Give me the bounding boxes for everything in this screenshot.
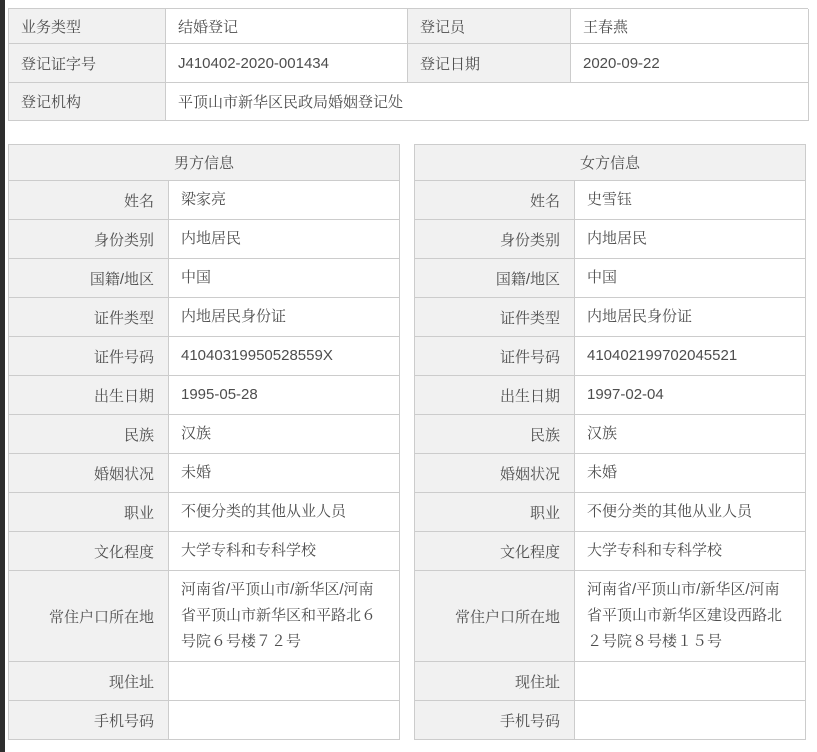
occupation-label: 职业 <box>415 493 575 532</box>
ethnicity-value: 汉族 <box>169 415 400 454</box>
id-type-value: 内地居民身份证 <box>169 298 400 337</box>
current-address-label: 现住址 <box>415 662 575 701</box>
registration-agency-label: 登记机构 <box>9 83 166 121</box>
female-info-title: 女方信息 <box>415 145 806 181</box>
table-row-household-address <box>415 571 806 662</box>
table-row-marital-status <box>9 454 400 493</box>
person-info-section <box>8 144 808 740</box>
table-row-occupation <box>415 493 806 532</box>
occupation-value: 不便分类的其他从业人员 <box>169 493 400 532</box>
current-address-value <box>575 662 806 701</box>
current-address-label: 现住址 <box>9 662 169 701</box>
table-row-nationality <box>415 259 806 298</box>
table-row-current-address <box>9 662 400 701</box>
registration-record-page <box>8 8 808 740</box>
identity-category-value: 内地居民 <box>169 220 400 259</box>
education-label: 文化程度 <box>415 532 575 571</box>
table-row-name <box>415 181 806 220</box>
marital-status-label: 婚姻状况 <box>415 454 575 493</box>
occupation-label: 职业 <box>9 493 169 532</box>
table-row-identity-category <box>415 220 806 259</box>
identity-category-value: 内地居民 <box>575 220 806 259</box>
table-row-nationality <box>9 259 400 298</box>
education-label: 文化程度 <box>9 532 169 571</box>
registration-date-label: 登记日期 <box>408 44 571 83</box>
birth-date-value: 1995-05-28 <box>169 376 400 415</box>
household-address-value: 河南省/平顶山市/新华区/河南省平顶山市新华区和平路北６号院６号楼７２号 <box>169 571 400 662</box>
female-info-table <box>414 144 806 740</box>
id-number-label: 证件号码 <box>9 337 169 376</box>
table-row-marital-status <box>415 454 806 493</box>
current-address-value <box>169 662 400 701</box>
table-row-household-address <box>9 571 400 662</box>
business-type-value: 结婚登记 <box>166 9 408 44</box>
marital-status-value: 未婚 <box>575 454 806 493</box>
identity-category-label: 身份类别 <box>415 220 575 259</box>
table-row-occupation <box>9 493 400 532</box>
marital-status-value: 未婚 <box>169 454 400 493</box>
occupation-value: 不便分类的其他从业人员 <box>575 493 806 532</box>
table-row-id-number <box>415 337 806 376</box>
birth-date-label: 出生日期 <box>415 376 575 415</box>
household-address-value: 河南省/平顶山市/新华区/河南省平顶山市新华区建设西路北２号院８号楼１５号 <box>575 571 806 662</box>
ethnicity-value: 汉族 <box>575 415 806 454</box>
mobile-number-label: 手机号码 <box>415 701 575 740</box>
registration-summary-table <box>8 8 808 121</box>
identity-category-label: 身份类别 <box>9 220 169 259</box>
mobile-number-value <box>169 701 400 740</box>
birth-date-value: 1997-02-04 <box>575 376 806 415</box>
id-number-label: 证件号码 <box>415 337 575 376</box>
mobile-number-label: 手机号码 <box>9 701 169 740</box>
table-row-name <box>9 181 400 220</box>
nationality-label: 国籍/地区 <box>9 259 169 298</box>
id-number-value: 41040319950528559X <box>169 337 400 376</box>
name-label: 姓名 <box>415 181 575 220</box>
nationality-value: 中国 <box>169 259 400 298</box>
ethnicity-label: 民族 <box>9 415 169 454</box>
table-row-id-type <box>415 298 806 337</box>
table-row-id-number <box>9 337 400 376</box>
male-info-title: 男方信息 <box>9 145 400 181</box>
name-value: 梁家亮 <box>169 181 400 220</box>
education-value: 大学专科和专科学校 <box>169 532 400 571</box>
table-row-birth-date <box>415 376 806 415</box>
certificate-number-label: 登记证字号 <box>9 44 166 83</box>
name-label: 姓名 <box>9 181 169 220</box>
id-type-label: 证件类型 <box>9 298 169 337</box>
certificate-number-value: J410402-2020-001434 <box>166 44 408 83</box>
table-row-ethnicity <box>415 415 806 454</box>
nationality-value: 中国 <box>575 259 806 298</box>
table-row-birth-date <box>9 376 400 415</box>
birth-date-label: 出生日期 <box>9 376 169 415</box>
registration-agency-value: 平顶山市新华区民政局婚姻登记处 <box>166 83 809 121</box>
id-number-value: 410402199702045521 <box>575 337 806 376</box>
table-row-current-address <box>415 662 806 701</box>
registration-date-value: 2020-09-22 <box>571 44 809 83</box>
window-left-edge <box>0 0 5 752</box>
ethnicity-label: 民族 <box>415 415 575 454</box>
education-value: 大学专科和专科学校 <box>575 532 806 571</box>
business-type-label: 业务类型 <box>9 9 166 44</box>
table-row-identity-category <box>9 220 400 259</box>
name-value: 史雪钰 <box>575 181 806 220</box>
table-row-education <box>9 532 400 571</box>
table-row-mobile-number <box>415 701 806 740</box>
table-row-id-type <box>9 298 400 337</box>
table-row-mobile-number <box>9 701 400 740</box>
household-address-label: 常住户口所在地 <box>415 571 575 662</box>
mobile-number-value <box>575 701 806 740</box>
id-type-label: 证件类型 <box>415 298 575 337</box>
household-address-label: 常住户口所在地 <box>9 571 169 662</box>
registrar-value: 王春燕 <box>571 9 809 44</box>
male-info-table <box>8 144 400 740</box>
id-type-value: 内地居民身份证 <box>575 298 806 337</box>
table-row-ethnicity <box>9 415 400 454</box>
table-row-education <box>415 532 806 571</box>
nationality-label: 国籍/地区 <box>415 259 575 298</box>
marital-status-label: 婚姻状况 <box>9 454 169 493</box>
registrar-label: 登记员 <box>408 9 571 44</box>
